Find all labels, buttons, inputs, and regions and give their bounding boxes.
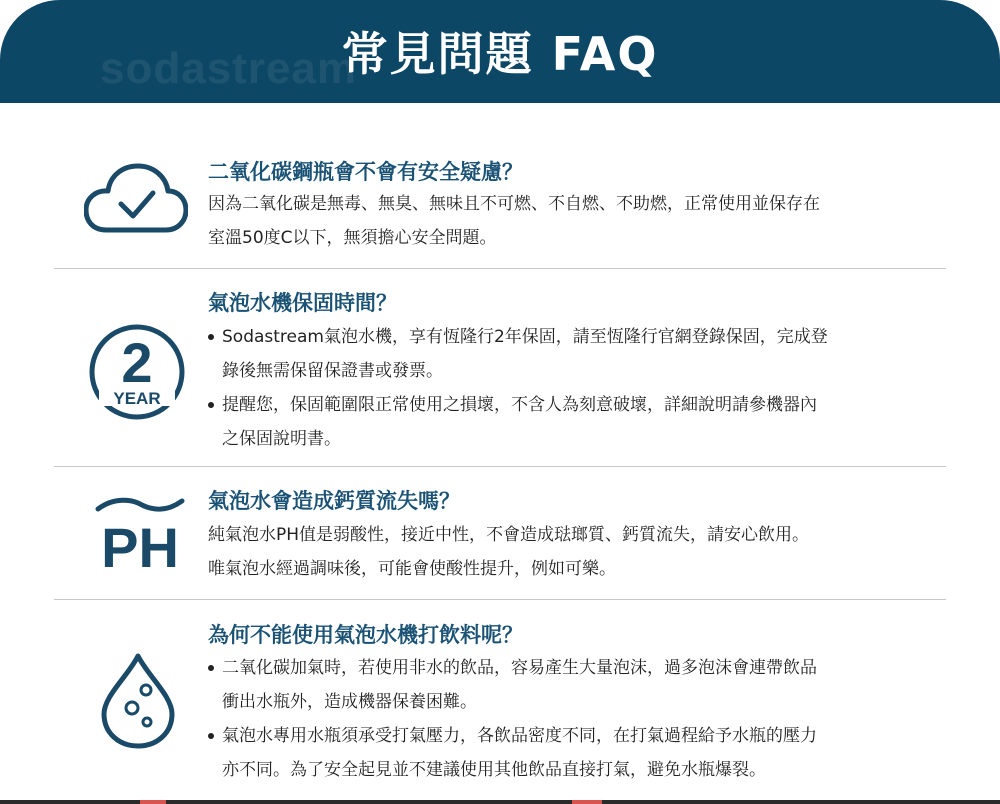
faq-question: 為何不能使用氣泡水機打飲料呢？: [208, 623, 523, 647]
answer-line: 二氧化碳加氣時，若使用非水的飲品，容易產生大量泡沫，過多泡沫會連帶飲品: [222, 658, 817, 678]
water-drop-bubbles-icon: [98, 652, 178, 750]
two-year-warranty-icon: [87, 322, 187, 422]
answer-line: 衝出水瓶外，造成機器保養困難。: [222, 692, 477, 712]
bottom-edge-strip: [0, 800, 1000, 804]
warranty-year-label: YEAR: [113, 389, 161, 408]
answer-bullet: [208, 388, 928, 456]
faq-question: 氣泡水會造成鈣質流失嗎？: [208, 489, 460, 513]
answer-line: 錄後無需保留保證書或發票。: [222, 361, 443, 381]
faq-answer: [208, 518, 928, 586]
answer-line: 因為二氧化碳是無毒、無臭、無味且不可燃、不自燃、不助燃，正常使用並保存在: [208, 194, 820, 214]
answer-bullet: [208, 719, 928, 787]
faq-header: [0, 0, 1000, 103]
answer-line: 室溫50度C以下，無須擔心安全問題。: [208, 228, 497, 248]
warranty-number: 2: [121, 331, 153, 394]
faq-item-other-drinks: [54, 600, 946, 798]
answer-bullet: [208, 651, 928, 719]
answer-line: 純氣泡水PH值是弱酸性，接近中性，不會造成琺瑯質、鈣質流失，請安心飲用。: [208, 525, 810, 545]
answer-line: 唯氣泡水經過調味後，可能會使酸性提升，例如可樂。: [208, 559, 616, 579]
answer-line: 之保固說明書。: [222, 429, 341, 449]
bottom-strip-accent: [572, 800, 602, 804]
brand-watermark: sodastream: [100, 44, 358, 93]
page-title: 常見問題 FAQ: [341, 27, 659, 81]
bottom-strip-accent: [140, 800, 166, 804]
ph-label: PH: [101, 516, 179, 575]
answer-line: 氣泡水專用水瓶須承受打氣壓力，各飲品密度不同，在打氣過程給予水瓶的壓力: [222, 726, 817, 746]
answer-line: 亦不同。為了安全起見並不建議使用其他飲品直接打氣，避免水瓶爆裂。: [222, 760, 766, 780]
answer-line: Sodastream氣泡水機，享有恆隆行2年保固，請至恆隆行官網登錄保固，完成登: [222, 327, 828, 347]
faq-question: 氣泡水機保固時間？: [208, 291, 397, 315]
faq-answer: [208, 320, 928, 456]
answer-bullet: [208, 320, 928, 388]
answer-line: 提醒您，保固範圍限正常使用之損壞，不含人為刻意破壞，詳細說明請參機器內: [222, 395, 817, 415]
faq-item-co2-safety: [54, 140, 946, 268]
faq-question: 二氧化碳鋼瓶會不會有安全疑慮？: [208, 160, 523, 184]
faq-item-ph-calcium: [54, 467, 946, 599]
ph-icon: [92, 495, 188, 575]
faq-answer: [208, 651, 928, 787]
cloud-check-icon: [84, 160, 188, 236]
faq-answer: [208, 187, 928, 255]
faq-item-warranty: [54, 269, 946, 466]
